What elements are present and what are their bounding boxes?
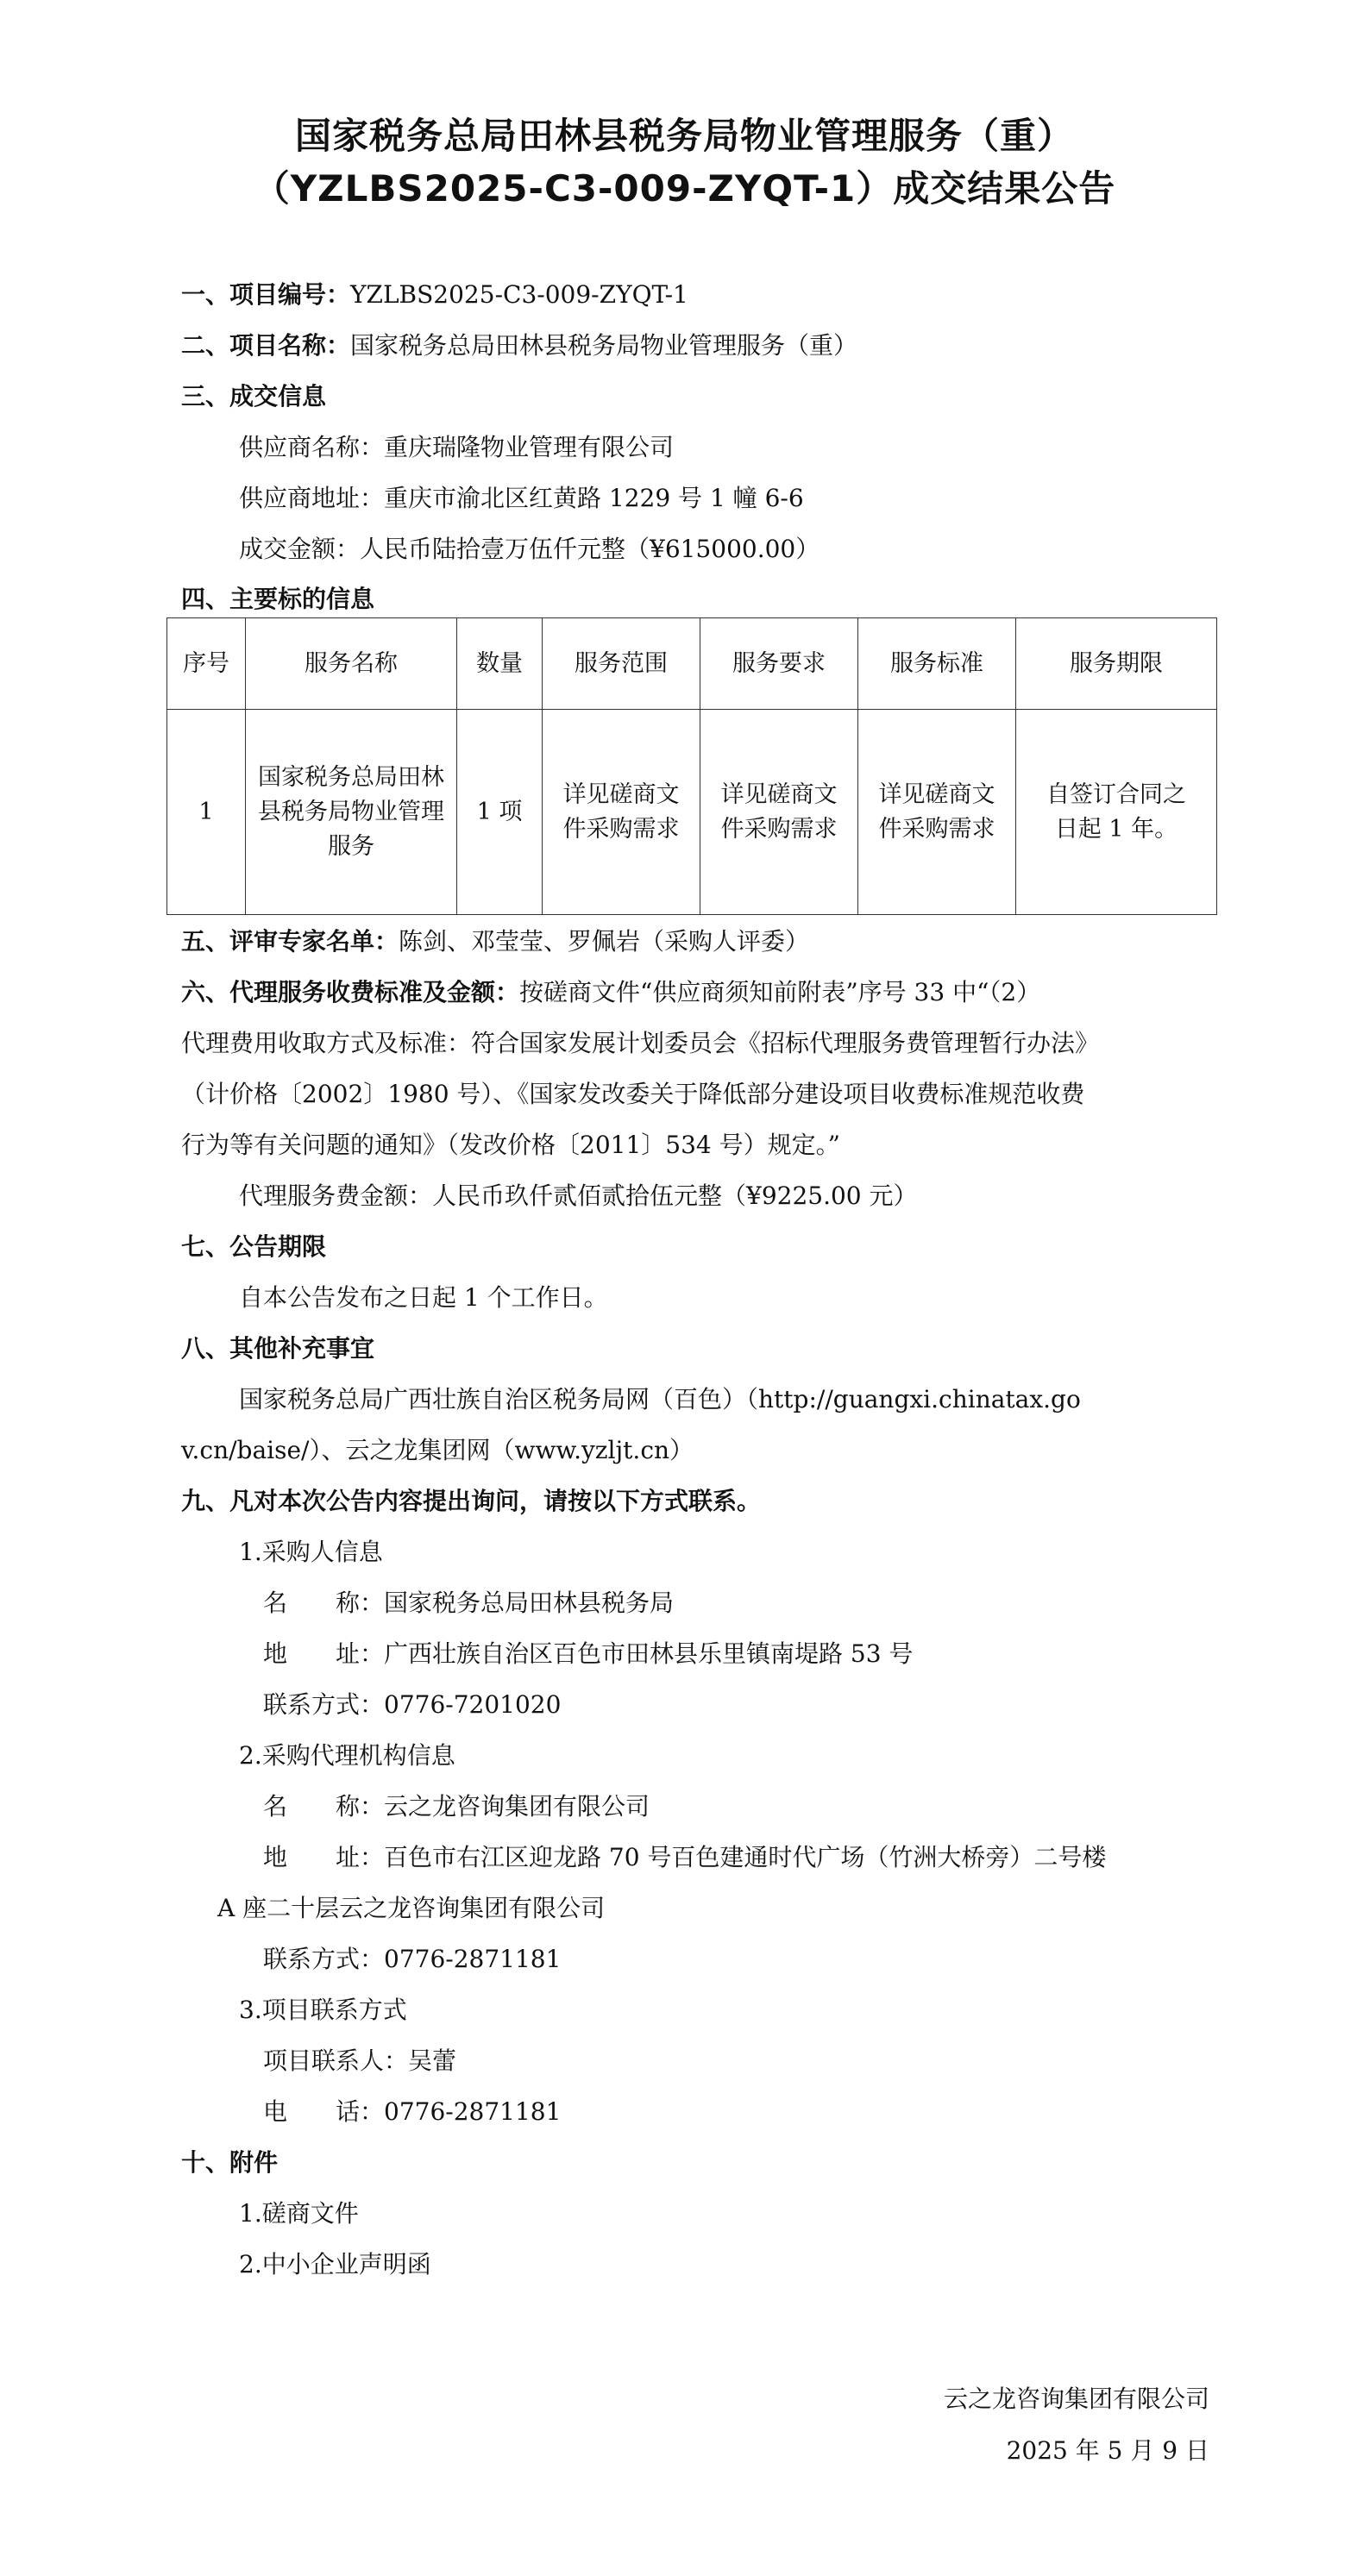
expert-list: 陈剑、邓莹莹、罗佩岩（采购人评委） [399, 927, 810, 956]
project-number: YZLBS2025-C3-009-ZYQT-1 [350, 280, 688, 309]
subject-table [166, 617, 1217, 915]
section-experts [181, 924, 809, 959]
issuer-organization: 云之龙咨询集团有限公司 [943, 2385, 1209, 2413]
project-contact-person: 项目联系人：吴蕾 [263, 2046, 457, 2075]
term-line: 自签订合同之 [1046, 780, 1186, 808]
title-line-2: （YZLBS2025-C3-009-ZYQT-1）成交结果公告 [253, 167, 1116, 210]
agency-address-cont: A 座二十层云之龙咨询集团有限公司 [217, 1894, 606, 1922]
term-line: 日起 1 年。 [1054, 815, 1178, 843]
section-10-label: 十、附件 [181, 2148, 279, 2177]
service-standard-cell [858, 710, 1016, 915]
header-cell: 服务范围 [543, 618, 700, 710]
purchaser-contact: 联系方式：0776-7201020 [263, 1690, 562, 1719]
announcement-period: 自本公告发布之日起 1 个工作日。 [239, 1283, 608, 1312]
fee-text-line: 代理费用收取方式及标准：符合国家发展计划委员会《招标代理服务费管理暂行办法》 [181, 1029, 1100, 1057]
service-scope-cell [543, 710, 700, 915]
agency-address: 地 址：百色市右江区迎龙路 70 号百色建通时代广场（竹洲大桥旁）二号楼 [263, 1843, 1107, 1871]
section-2-label: 二、项目名称： [181, 331, 351, 360]
service-term-cell [1016, 710, 1217, 915]
fee-text-line: 按磋商文件“供应商须知前附表”序号 33 中“（2） [519, 978, 1041, 1006]
header-cell: 服务期限 [1016, 618, 1217, 710]
section-project-number [181, 278, 688, 312]
header-cell: 数量 [457, 618, 543, 710]
quantity-cell: 1 项 [457, 710, 543, 915]
supplementary-line: 国家税务总局广西壮族自治区税务局网（百色）（http://guangxi.chinatax.go [239, 1385, 1081, 1413]
agency-info-title: 2.采购代理机构信息 [239, 1741, 455, 1770]
header-cell: 服务标准 [858, 618, 1016, 710]
agency-name: 名 称：云之龙咨询集团有限公司 [263, 1792, 650, 1821]
service-requirement-cell [700, 710, 858, 915]
section-6-label: 六、代理服务收费标准及金额： [181, 978, 520, 1006]
section-4-label: 四、主要标的信息 [181, 585, 375, 613]
project-contact-phone: 电 话：0776-2871181 [263, 2097, 562, 2126]
section-7-label: 七、公告期限 [181, 1232, 327, 1261]
fee-text-line: （计价格〔2002〕1980 号）、《国家发改委关于降低部分建设项目收费标准规范收费 [181, 1080, 1085, 1108]
issue-date: 2025 年 5 月 9 日 [1006, 2436, 1209, 2465]
project-name: 国家税务总局田林县税务局物业管理服务（重） [350, 331, 858, 360]
requirement-line: 详见磋商文 [720, 780, 838, 808]
supplier-name: 供应商名称：重庆瑞隆物业管理有限公司 [239, 433, 675, 461]
section-project-name [181, 329, 857, 363]
scope-line: 详见磋商文 [562, 780, 680, 808]
agency-fee-amount: 代理服务费金额：人民币玖仟贰佰贰拾伍元整（¥9225.00 元） [239, 1181, 918, 1210]
section-9-label: 九、凡对本次公告内容提出询问，请按以下方式联系。 [181, 1487, 762, 1515]
row-number: 1 [167, 710, 246, 915]
project-contact-title: 3.项目联系方式 [239, 1996, 407, 2024]
title-line-1: 国家税务总局田林县税务局物业管理服务（重） [294, 115, 1074, 157]
header-cell: 序号 [167, 618, 246, 710]
service-name-line: 国家税务总局田林 [258, 763, 444, 791]
table-row [167, 710, 1217, 915]
standard-line: 件采购需求 [878, 815, 995, 843]
supplementary-line: v.cn/baise/）、云之龙集团网（www.yzljt.cn） [181, 1436, 694, 1464]
agency-contact: 联系方式：0776-2871181 [263, 1945, 562, 1973]
header-cell: 服务名称 [246, 618, 457, 710]
attachment-item: 1.磋商文件 [239, 2199, 359, 2228]
service-name-cell [246, 710, 457, 915]
section-agency-fee [181, 975, 1040, 1010]
section-8-label: 八、其他补充事宜 [181, 1334, 375, 1363]
supplier-address: 供应商地址：重庆市渝北区红黄路 1229 号 1 幢 6-6 [239, 484, 804, 512]
deal-amount: 成交金额：人民币陆拾壹万伍仟元整（¥615000.00） [239, 535, 820, 563]
standard-line: 详见磋商文 [878, 780, 995, 808]
purchaser-info-title: 1.采购人信息 [239, 1538, 383, 1566]
header-cell: 服务要求 [700, 618, 858, 710]
service-name-line: 服务 [328, 832, 374, 860]
section-3-label: 三、成交信息 [181, 382, 327, 411]
section-5-label: 五、评审专家名单： [181, 927, 399, 956]
purchaser-name: 名 称：国家税务总局田林县税务局 [263, 1589, 675, 1617]
service-name-line: 县税务局物业管理 [258, 798, 444, 825]
purchaser-address: 地 址：广西壮族自治区百色市田林县乐里镇南堤路 53 号 [263, 1639, 914, 1668]
scope-line: 件采购需求 [562, 815, 680, 843]
table-header-row [167, 618, 1217, 710]
attachment-item: 2.中小企业声明函 [239, 2250, 431, 2278]
section-1-label: 一、项目编号： [181, 280, 351, 309]
requirement-line: 件采购需求 [720, 815, 838, 843]
fee-text-line: 行为等有关问题的通知》（发改价格〔2011〕534 号）规定。” [181, 1131, 840, 1159]
